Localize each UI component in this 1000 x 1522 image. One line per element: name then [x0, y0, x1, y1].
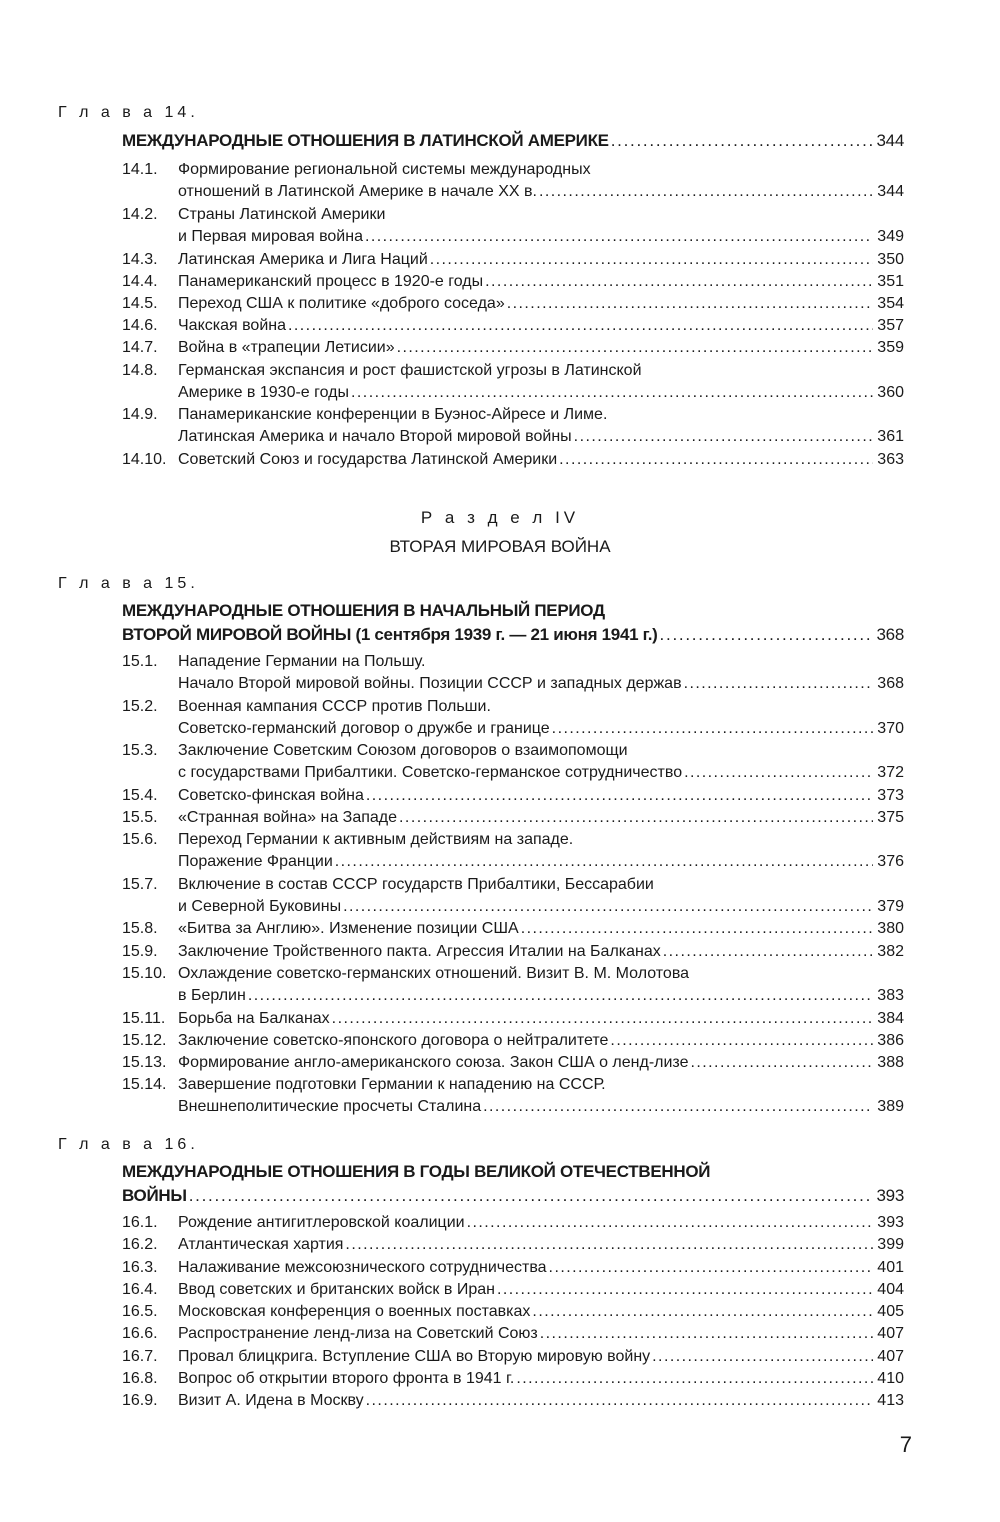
entry-number: 14.10.	[122, 451, 167, 468]
toc-entry	[122, 807, 904, 829]
entry-page-number: 372	[877, 764, 904, 782]
section-label: Р а з д е л IV	[420, 508, 580, 527]
entry-number: 16.8.	[122, 1370, 158, 1387]
toc-entry	[122, 204, 904, 249]
toc-entry	[122, 1234, 904, 1256]
leader-dots	[557, 449, 873, 471]
chapter-page-number: 344	[876, 131, 904, 150]
entry-text: Визит А. Идена в Москву	[178, 1392, 364, 1409]
entry-text: отношений в Латинской Америке в начале XX в.	[178, 183, 537, 201]
entry-page-number: 410	[877, 1370, 904, 1387]
entry-page-number: 359	[877, 339, 904, 356]
toc-entry	[122, 315, 904, 337]
leader-dots	[688, 1052, 873, 1074]
toc-entry	[122, 1390, 904, 1412]
toc-entry	[122, 449, 904, 471]
chapter-title-line	[122, 599, 904, 623]
entry-text: Ввод советских и британских войск в Иран	[178, 1281, 495, 1298]
entry-text: Атлантическая хартия	[178, 1236, 344, 1253]
entry-text: Охлаждение советско-германских отношений. Визит В. М. Молотова	[178, 965, 690, 982]
leader-dots	[682, 762, 873, 784]
entry-number: 15.10.	[122, 965, 167, 982]
entry-page-number: 413	[877, 1392, 904, 1409]
entry-number: 14.9.	[122, 406, 158, 423]
entry-number: 15.9.	[122, 943, 158, 960]
toc-entry	[122, 696, 904, 741]
toc-entry	[122, 651, 904, 696]
leader-dots	[658, 623, 873, 647]
entry-page-number: 375	[877, 809, 904, 826]
entry-text: Начало Второй мировой войны. Позиции СССР и западных держав	[178, 675, 682, 693]
toc-entry	[122, 1279, 904, 1301]
entry-text: Советско-германский договор о дружбе и границе	[178, 720, 550, 738]
entry-text: Внешнеполитические просчеты Сталина	[178, 1098, 482, 1116]
toc-entry	[122, 1074, 904, 1119]
entry-text: Панамериканский процесс в 1920-е годы	[178, 273, 484, 290]
entry-text: Заключение Советским Союзом договоров о взаимопомощи	[178, 742, 628, 759]
chapter-title-text: МЕЖДУНАРОДНЫЕ ОТНОШЕНИЯ В ГОДЫ ВЕЛИКОЙ ОТЕЧЕСТВЕННОЙ	[122, 1162, 711, 1181]
leader-dots	[286, 315, 873, 337]
entry-text: Нападение Германии на Польшу.	[178, 653, 426, 670]
entry-text: Рождение антигитлеровской коалиции	[178, 1214, 465, 1231]
leader-dots	[343, 1234, 873, 1256]
leader-dots	[550, 718, 874, 740]
entry-page-number: 376	[877, 853, 904, 871]
chapter-title	[122, 1160, 904, 1208]
entry-page-number: 344	[877, 183, 904, 201]
toc-entry	[122, 829, 904, 874]
entry-number: 15.14.	[122, 1076, 167, 1093]
entry-text: Вопрос об открытии второго фронта в 1941 г.	[178, 1370, 515, 1387]
leader-dots	[483, 271, 873, 293]
entry-number: 14.7.	[122, 339, 158, 356]
entry-text: и Первая мировая война	[178, 228, 363, 246]
entry-text: Латинская Америка и начало Второй мировой войны	[178, 428, 572, 446]
leader-dots	[682, 673, 874, 695]
entry-page-number: 407	[877, 1348, 904, 1365]
toc-entry	[122, 1212, 904, 1234]
entry-number: 15.6.	[122, 831, 158, 848]
leader-dots	[514, 1368, 873, 1390]
entry-page-number: 354	[877, 295, 904, 312]
entry-number: 16.7.	[122, 1348, 158, 1365]
entry-text: Формирование региональной системы международных	[178, 161, 591, 178]
leader-dots	[364, 1390, 874, 1412]
leader-dots	[538, 1323, 874, 1345]
chapter-title	[122, 599, 904, 647]
entry-text: Налаживание межсоюзнического сотрудничества	[178, 1259, 547, 1276]
entry-number: 15.7.	[122, 876, 158, 893]
leader-dots	[330, 1008, 874, 1030]
entry-text: Распространение ленд-лиза на Советский Союз	[178, 1325, 538, 1342]
leader-dots	[397, 807, 873, 829]
entry-page-number: 373	[877, 787, 904, 804]
entry-text: Война в «трапеции Летисии»	[178, 339, 395, 356]
entry-text: и Северной Буковины	[178, 898, 342, 916]
entry-text: Формирование англо-американского союза. Закон США о ленд-лизе	[178, 1054, 689, 1071]
entry-text: Панамериканские конференции в Буэнос-Айресе и Лиме.	[178, 406, 608, 423]
entry-number: 14.1.	[122, 161, 158, 178]
chapter-label: Г л а в а 16.	[58, 1136, 199, 1153]
chapter-title-text: ВОЙНЫ	[122, 1186, 187, 1205]
entry-page-number: 351	[877, 273, 904, 290]
chapter-title-text: МЕЖДУНАРОДНЫЕ ОТНОШЕНИЯ В НАЧАЛЬНЫЙ ПЕРИОД	[122, 601, 605, 620]
leader-dots	[547, 1257, 874, 1279]
entry-text: Америке в 1930-е годы	[178, 384, 350, 402]
entry-text: Латинская Америка и Лига Наций	[178, 251, 428, 268]
chapter-page-number: 393	[876, 1186, 904, 1205]
entry-page-number: 379	[877, 898, 904, 916]
entry-text: Борьба на Балканах	[178, 1010, 330, 1027]
entry-text: Заключение советско-японского договора о нейтралитете	[178, 1032, 609, 1049]
entry-number: 14.3.	[122, 251, 158, 268]
entry-number: 14.5.	[122, 295, 158, 312]
entry-page-number: 383	[877, 987, 904, 1005]
entry-number: 15.2.	[122, 698, 158, 715]
entry-page-number: 386	[877, 1032, 904, 1049]
entry-page-number: 405	[877, 1303, 904, 1320]
toc-entry	[122, 404, 904, 449]
toc-entry	[122, 337, 904, 359]
entry-page-number: 370	[877, 720, 904, 738]
entry-number: 14.4.	[122, 273, 158, 290]
toc-entry	[122, 963, 904, 1008]
leader-dots	[537, 181, 873, 203]
entry-page-number: 399	[877, 1236, 904, 1253]
chapter-title-text: МЕЖДУНАРОДНЫЕ ОТНОШЕНИЯ В ЛАТИНСКОЙ АМЕРИКЕ	[122, 131, 609, 150]
entry-text: Переход Германии к активным действиям на западе.	[178, 831, 574, 848]
entry-number: 15.4.	[122, 787, 158, 804]
toc-entry	[122, 1008, 904, 1030]
entry-page-number: 401	[877, 1259, 904, 1276]
leader-dots	[519, 918, 874, 940]
leader-dots	[341, 896, 873, 918]
toc-entry	[122, 918, 904, 940]
toc-entry	[122, 874, 904, 919]
leader-dots	[349, 382, 873, 404]
entry-page-number: 360	[877, 384, 904, 402]
entry-number: 16.2.	[122, 1236, 158, 1253]
entry-page-number: 388	[877, 1054, 904, 1071]
entry-text: Московская конференция о военных поставках	[178, 1303, 531, 1320]
leader-dots	[364, 785, 873, 807]
leader-dots	[363, 226, 873, 248]
toc-entry	[122, 1368, 904, 1390]
chapter-label: Г л а в а 15.	[58, 575, 199, 592]
toc-entry	[122, 1301, 904, 1323]
entry-text: Советский Союз и государства Латинской Америки	[178, 451, 558, 468]
entry-text: Страны Латинской Америки	[178, 206, 386, 223]
entry-number: 15.12.	[122, 1032, 167, 1049]
toc-entry	[122, 271, 904, 293]
leader-dots	[428, 249, 874, 271]
chapter-label: Г л а в а 14.	[58, 104, 199, 121]
toc-entry	[122, 1257, 904, 1279]
entry-text: Заключение Тройственного пакта. Агрессия Италии на Балканах	[178, 943, 661, 960]
entry-text: Поражение Франции	[178, 853, 333, 871]
entry-text: Военная кампания СССР против Польши.	[178, 698, 491, 715]
section-title: ВТОРАЯ МИРОВАЯ ВОЙНА	[389, 537, 611, 556]
entry-text: в Берлин	[178, 987, 246, 1005]
page-number: 7	[899, 1432, 912, 1457]
entry-number: 14.6.	[122, 317, 158, 334]
leader-dots	[650, 1346, 873, 1368]
entry-number: 15.3.	[122, 742, 158, 759]
entry-page-number: 380	[877, 920, 904, 937]
toc-entry	[122, 1030, 904, 1052]
entry-page-number: 384	[877, 1010, 904, 1027]
entry-text: Германская экспансия и рост фашистской угрозы в Латинской	[178, 362, 642, 379]
leader-dots	[395, 337, 874, 359]
leader-dots	[481, 1096, 873, 1118]
entry-number: 16.9.	[122, 1392, 158, 1409]
leader-dots	[333, 851, 874, 873]
entry-number: 15.5.	[122, 809, 158, 826]
toc-entry	[122, 1323, 904, 1345]
leader-dots	[505, 293, 874, 315]
leader-dots	[572, 426, 874, 448]
chapter-page-number: 368	[876, 625, 904, 644]
entry-number: 14.2.	[122, 206, 158, 223]
entry-page-number: 361	[877, 428, 904, 446]
chapter-title-text: ВТОРОЙ МИРОВОЙ ВОЙНЫ (1 сентября 1939 г. — 21 июня 1941 г.)	[122, 625, 658, 644]
entry-number: 15.13.	[122, 1054, 167, 1071]
entry-page-number: 368	[877, 675, 904, 693]
entry-text: «Битва за Англию». Изменение позиции США	[178, 920, 519, 937]
entry-text: Завершение подготовки Германии к нападению на СССР.	[178, 1076, 606, 1093]
leader-dots	[609, 129, 873, 153]
toc-entry	[122, 293, 904, 315]
toc-entry	[122, 249, 904, 271]
toc-entry	[122, 740, 904, 785]
chapter-title-line	[122, 623, 904, 647]
entry-page-number: 349	[877, 228, 904, 246]
leader-dots	[608, 1030, 873, 1052]
chapter-title	[122, 129, 904, 153]
entry-number: 16.4.	[122, 1281, 158, 1298]
entry-text: Включение в состав СССР государств Прибалтики, Бессарабии	[178, 876, 654, 893]
entry-page-number: 357	[877, 317, 904, 334]
toc-entry	[122, 1346, 904, 1368]
entry-text: «Странная война» на Западе	[178, 809, 398, 826]
entry-number: 16.6.	[122, 1325, 158, 1342]
leader-dots	[246, 985, 873, 1007]
entry-page-number: 407	[877, 1325, 904, 1342]
entry-page-number: 393	[877, 1214, 904, 1231]
entry-page-number: 382	[877, 943, 904, 960]
chapter-title-line	[122, 129, 904, 153]
entry-text: Советско-финская война	[178, 787, 364, 804]
chapter-title-line	[122, 1160, 904, 1184]
entry-page-number: 404	[877, 1281, 904, 1298]
leader-dots	[530, 1301, 873, 1323]
entry-number: 15.8.	[122, 920, 158, 937]
entry-number: 15.11.	[122, 1010, 166, 1027]
leader-dots	[661, 941, 874, 963]
toc-entry	[122, 941, 904, 963]
entry-page-number: 389	[877, 1098, 904, 1116]
entry-number: 15.1.	[122, 653, 158, 670]
entry-number: 14.8.	[122, 362, 158, 379]
toc-entry	[122, 159, 904, 204]
chapter-title-line	[122, 1184, 904, 1208]
leader-dots	[465, 1212, 874, 1234]
entry-text: с государствами Прибалтики. Советско-германское сотрудничество	[178, 764, 683, 782]
entry-text: Провал блицкрига. Вступление США во Вторую мировую войну	[178, 1348, 651, 1365]
entry-text: Чакская война	[178, 317, 286, 334]
entry-number: 16.3.	[122, 1259, 158, 1276]
leader-dots	[187, 1184, 873, 1208]
leader-dots	[495, 1279, 873, 1301]
toc-entry	[122, 1052, 904, 1074]
entry-number: 16.1.	[122, 1214, 158, 1231]
toc-entry	[122, 360, 904, 405]
entry-number: 16.5.	[122, 1303, 158, 1320]
entry-text: Переход США к политике «доброго соседа»	[178, 295, 505, 312]
toc-entry	[122, 785, 904, 807]
entry-page-number: 350	[877, 251, 904, 268]
entry-page-number: 363	[877, 451, 904, 468]
